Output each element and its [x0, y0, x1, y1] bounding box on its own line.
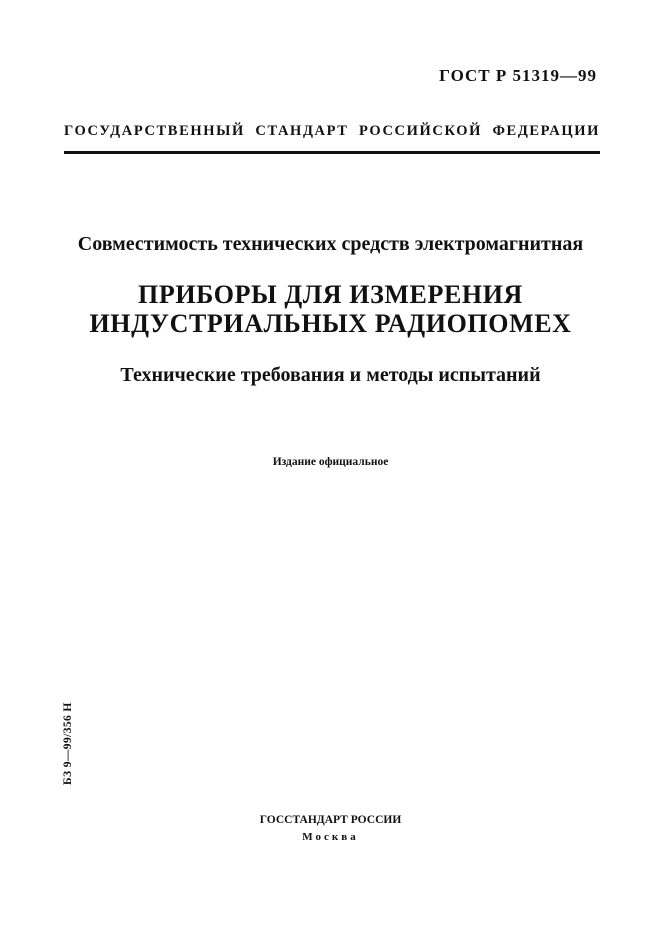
standard-header: ГОСУДАРСТВЕННЫЙ СТАНДАРТ РОССИЙСКОЙ ФЕДЕРАЦИИ — [64, 123, 600, 139]
header-rule — [64, 151, 600, 154]
edition-label: Издание официальное — [272, 456, 389, 468]
publisher: ГОССТАНДАРТ РОССИИ — [259, 814, 402, 826]
city: Москва — [302, 831, 359, 843]
gost-code: ГОСТ Р 51319—99 — [439, 66, 597, 85]
subtitle-requirements: Технические требования и методы испытаний — [120, 364, 541, 386]
subtitle-compatibility: Совместимость технических средств электромагнитная — [77, 233, 584, 255]
main-title-line-2: ИНДУСТРИАЛЬНЫХ РАДИОПОМЕХ — [89, 309, 572, 338]
main-title — [0, 280, 661, 338]
main-title-line-1: ПРИБОРЫ ДЛЯ ИЗМЕРЕНИЯ — [138, 280, 523, 309]
side-code: БЗ 9—99/356 Н — [62, 702, 74, 785]
